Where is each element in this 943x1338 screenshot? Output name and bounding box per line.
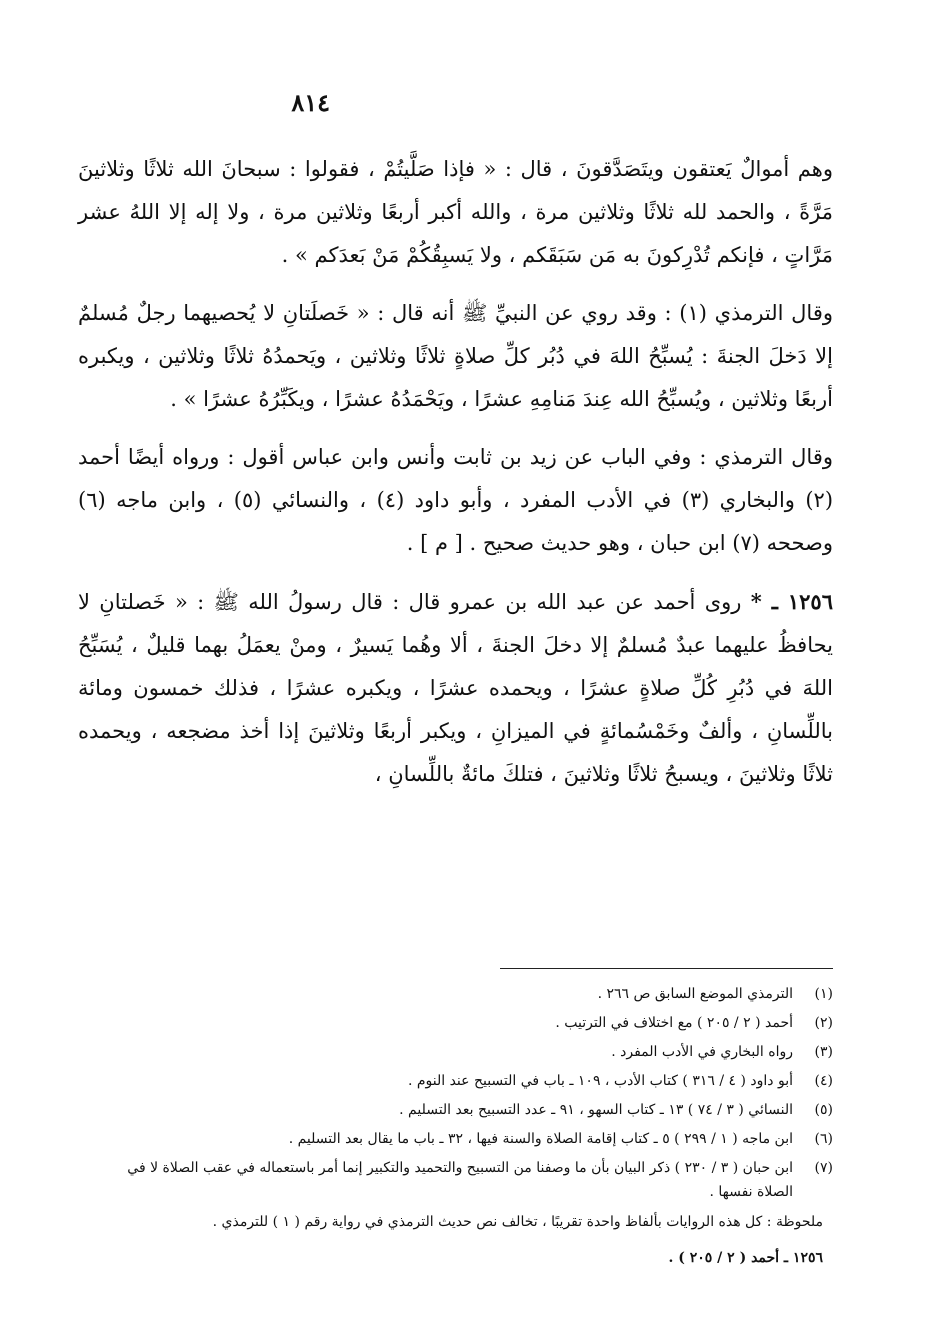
footnotes — [92, 982, 833, 1270]
footnote-number: (٤) — [814, 1073, 833, 1089]
footnote-item — [92, 982, 833, 1006]
footnote-remark: ملحوظة : كل هذه الروايات بألفاظ واحدة تقريبًا ، تخالف نص حديث الترمذي في رواية رقم ( ١ ) للترمذي . — [212, 1214, 823, 1230]
footnote-text: النسائي ( ٣ / ٧٤ ) ١٣ ـ كتاب السهو ، ٩١ ـ عدد التسبيح بعد التسليم . — [399, 1102, 793, 1118]
footnote-number: (٧) — [814, 1160, 833, 1176]
footnote-number: (٦) — [814, 1131, 833, 1147]
footnote-number: (٣) — [814, 1044, 833, 1060]
paragraph-tirmidhi-narration: وقال الترمذي (١) : وقد روي عن النبيِّ ﷺ أنه قال : « خَصلَتانِ لا يُحصيهما رجلٌ مُسلمٌ إلا دَخلَ الجنةَ : يُسبِّحُ اللهَ في دُبُر كلِّ صلاةٍ ثلاثًا وثلاثين ، ويَحمدُهُ ثلاثًا وثلاثين ، ويكبره أربعًا وثلاثين ، ويُسبِّحُ الله عِندَ مَنامِهِ عشرًا ، ويَحْمَدُهُ عشرًا ، ويكَبِّرُهُ عشرًا » . — [78, 301, 833, 411]
footnote-text: الترمذي الموضع السابق ص ٢٦٦ . — [597, 986, 793, 1002]
footnote-item — [92, 1156, 833, 1204]
footnote-item — [92, 1069, 833, 1093]
footnote-item — [92, 1098, 833, 1122]
footnote-number: (٢) — [814, 1015, 833, 1031]
footnote-item — [92, 1127, 833, 1151]
footnote-number: (١) — [814, 986, 833, 1002]
hadith-number: ١٢٥٦ ـ * — [750, 589, 833, 614]
page-number: ٨١٤ — [291, 88, 330, 117]
footnote-item — [92, 1040, 833, 1064]
footnote-text: أحمد ( ٢ / ٢٠٥ ) مع اختلاف في الترتيب . — [555, 1015, 793, 1031]
footnote-reference: ١٢٥٦ ـ أحمد ( ٢ / ٢٠٥ ) . — [668, 1250, 823, 1266]
footnote-divider — [500, 968, 833, 969]
footnote-item — [92, 1011, 833, 1035]
footnote-text: أبو داود ( ٤ / ٣١٦ ) كتاب الأدب ، ١٠٩ ـ باب في التسبيح عند النوم . — [407, 1073, 793, 1089]
footnote-number: (٥) — [814, 1102, 833, 1118]
footnote-text: ابن حبان ( ٣ / ٢٣٠ ) ذكر البيان بأن ما وصفنا من التسبيح والتحميد والتكبير إنما أمر باستعماله في عقب الصلاة لا في الصلاة نفسها . — [127, 1160, 793, 1200]
hadith-1256-text: روى أحمد عن عبد الله بن عمرو قال : قال رسولُ الله ﷺ : « خَصلتانِ لا يحافظُ عليهما عبدٌ مُسلمٌ إلا دخلَ الجنةَ ، ألا وهُما يَسيرٌ ، ومنْ يعمَلُ بهما قليلٌ ، يُسَبِّحُ اللهَ في دُبُرِ كُلِّ صلاةٍ عشرًا ، ويحمده عشرًا ، ويكبره عشرًا ، فذلك خمسون ومائة باللِّسانِ ، وألفٌ وخَمْسُمائةٍ في الميزانِ ، ويكبر أربعًا وثلاثينَ إذا أخذ مضجعه ، ويحمده ثلاثًا وثلاثينَ ، ويسبحُ ثلاثًا وثلاثينَ ، فتلكَ مائةٌ باللِّسانِ ، — [78, 590, 833, 786]
footnote-text: ابن ماجه ( ١ / ٢٩٩ ) ٥ ـ كتاب إقامة الصلاة والسنة فيها ، ٣٢ ـ باب ما يقال بعد التسليم . — [288, 1131, 793, 1147]
paragraph-hadith-1256 — [78, 580, 833, 796]
footnote-text: رواه البخاري في الأدب المفرد . — [611, 1044, 793, 1060]
paragraph-hadith-continuation: وهم أموالٌ يَعتقون ويتَصَدَّقونَ ، قال : « فإذا صَلَّيتُمْ ، فقولوا : سبحانَ الله ثلاثًا وثلاثينَ مَرَّةً ، والحمد لله ثلاثًا وثلاثين مرة ، والله أكبر أربعًا وثلاثين مرة ، ولا إله إلا اللهُ عشر مَرَّاتٍ ، فإنكم تُدْرِكونَ به مَن سَبَقَكم ، ولا يَسبِقُكُمْ مَنْ بَعدَكم » . — [78, 157, 833, 267]
paragraph-tirmidhi-sources: وقال الترمذي : وفي الباب عن زيد بن ثابت وأنس وابن عباس أقول : ورواه أيضًا أحمد (٢) والبخاري (٣) في الأدب المفرد ، وأبو داود (٤) ، والنسائي (٥) ، وابن ماجه (٦) وصححه (٧) ابن حبان ، وهو حديث صحيح . [ م ] . — [78, 445, 834, 555]
main-text — [78, 148, 833, 811]
